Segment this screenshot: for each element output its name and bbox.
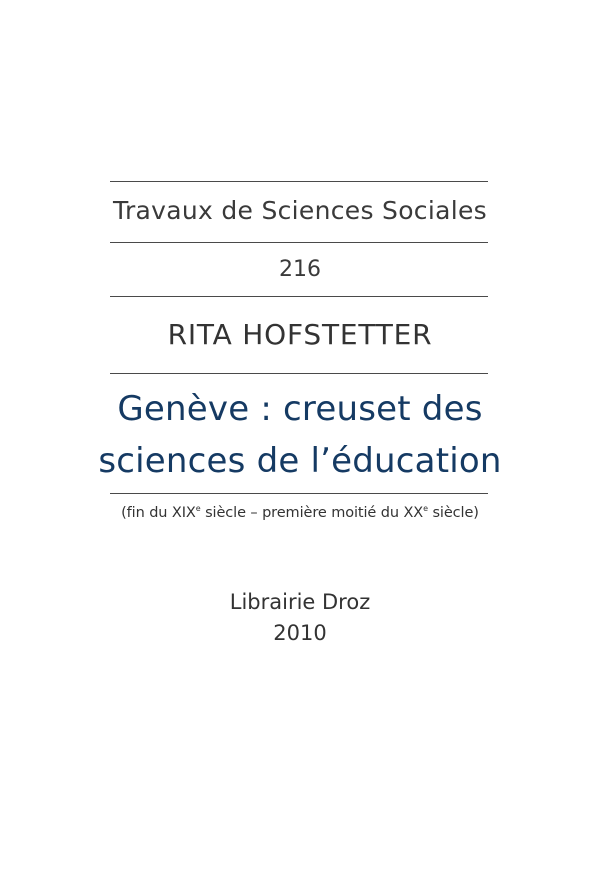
- subtitle-part-3: siècle): [427, 505, 479, 521]
- series-rule: [110, 242, 488, 243]
- book-title-line-2: sciences de l’éducation: [98, 441, 502, 481]
- book-subtitle: [0, 505, 600, 521]
- book-title-line-1: Genève : creuset des: [117, 389, 483, 429]
- subtitle-superscript-2: e: [423, 504, 428, 513]
- title-rule: [110, 493, 488, 494]
- author-rule: [110, 373, 488, 374]
- publication-year: 2010: [273, 621, 327, 645]
- subtitle-part-1: (fin du XIX: [121, 505, 196, 521]
- series-number: 216: [279, 257, 321, 282]
- number-rule: [110, 296, 488, 297]
- top-rule: [110, 181, 488, 182]
- series-name: Travaux de Sciences Sociales: [113, 196, 487, 225]
- subtitle-part-2: siècle – première moitié du XX: [200, 505, 424, 521]
- author-name: RITA HOFSTETTER: [167, 318, 433, 351]
- publisher-name: Librairie Droz: [229, 590, 371, 614]
- subtitle-superscript-1: e: [195, 504, 201, 513]
